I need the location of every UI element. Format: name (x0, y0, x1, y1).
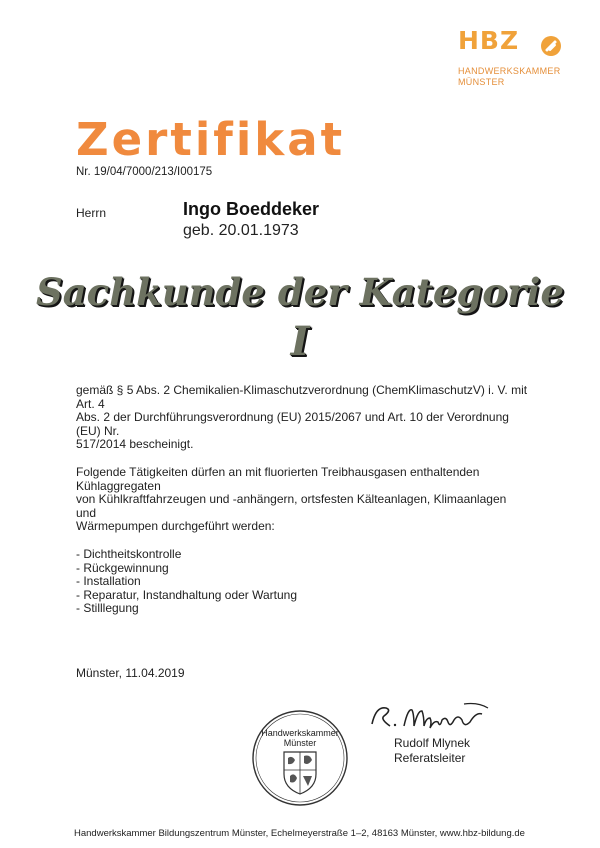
list-item: - Reparatur, Instandhaltung oder Wartung (76, 587, 298, 602)
category-heading: Sachkunde der Kategorie (35, 270, 565, 314)
scope-paragraph (76, 466, 546, 534)
certificate-title: Zertifikat (76, 113, 346, 166)
paragraph-line: Art. 4 (76, 396, 105, 411)
list-item: - Dichtheitskontrolle (76, 547, 182, 561)
list-item: - Rückgewinnung (76, 560, 169, 575)
paragraph-line: 517/2014 bescheinigt. (76, 437, 194, 452)
hbz-logo-icon (541, 36, 561, 56)
category-number: I (290, 318, 310, 365)
list-item: - Installation (76, 574, 141, 588)
activities-list (76, 548, 297, 616)
paragraph-line: Folgende Tätigkeiten dürfen an mit fluorierten Treibhausgasen enthaltenden (76, 465, 480, 479)
footer-address: Handwerkskammer Bildungszentrum Münster, Echelmeyerstraße 1–2, 48163 Münster, www.hbz-bildung.de (74, 828, 525, 839)
official-seal (250, 708, 350, 808)
signatory-name: Rudolf Mlynek (394, 736, 471, 750)
salutation: Herrn (76, 206, 107, 220)
legal-basis-paragraph (76, 384, 546, 452)
logo-line-1: HANDWERKSKAMMER (458, 66, 561, 76)
recipient-birthdate: geb. 20.01.1973 (183, 222, 299, 239)
paragraph-line: Kühlaggregaten (76, 478, 161, 493)
place-and-date: Münster, 11.04.2019 (76, 666, 185, 680)
seal-text-2: Münster (283, 738, 317, 748)
handwritten-signature (368, 698, 498, 734)
certificate-number: Nr. 19/04/7000/213/I00175 (76, 166, 213, 178)
hbz-logo-wordmark: HBZ (458, 26, 520, 55)
seal-text-1: Handwerkskammer (261, 728, 339, 738)
paragraph-line: und (76, 505, 97, 520)
recipient-name: Ingo Boeddeker (183, 199, 320, 219)
paragraph-line: (EU) Nr. (76, 423, 120, 438)
paragraph-line: Wärmepumpen durchgeführt werden: (76, 519, 275, 534)
paragraph-line: von Kühlkraftfahrzeugen und -anhängern, ortsfesten Kälteanlagen, Klimaanlagen (76, 492, 507, 507)
paragraph-line: gemäß § 5 Abs. 2 Chemikalien-Klimaschutzverordnung (ChemKlimaschutzV) i. V. mit (76, 383, 528, 397)
paragraph-line: Abs. 2 der Durchführungsverordnung (EU) 2015/2067 und Art. 10 der Verordnung (76, 410, 509, 425)
logo-line-2: MÜNSTER (458, 77, 505, 87)
signatory-role: Referatsleiter (394, 750, 466, 765)
signatory-block (394, 736, 470, 765)
list-item: - Stilllegung (76, 601, 139, 615)
